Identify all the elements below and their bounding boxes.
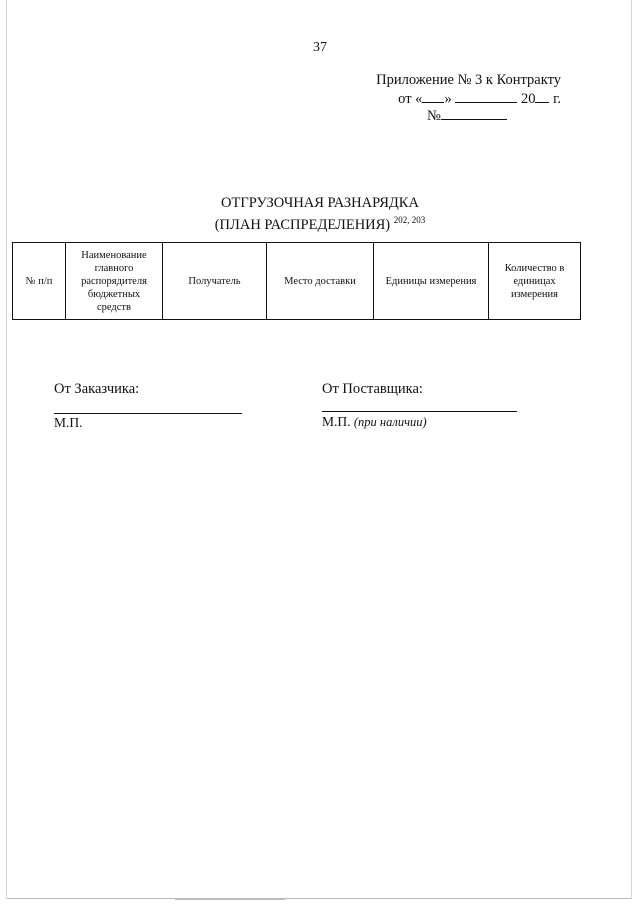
contract-number-line: [427, 106, 507, 125]
header-cell-number: № п/п: [13, 243, 66, 320]
title-line-2: [0, 212, 640, 234]
header-cell-delivery-place: Место доставки: [267, 243, 374, 320]
year-blank: [535, 89, 549, 103]
supplier-stamp-note: (при наличии): [353, 415, 427, 429]
page-number: 37: [313, 40, 327, 55]
title-line-2-text: (ПЛАН РАСПРЕДЕЛЕНИЯ): [214, 216, 391, 233]
number-blank: [441, 106, 507, 120]
header-cell-units: Единицы измерения: [374, 243, 489, 320]
footnote-refs: 202, 203: [393, 215, 426, 225]
header-cell-quantity: Количество в единицах измерения: [489, 243, 581, 320]
month-blank: [455, 89, 517, 103]
header-cell-recipient: Получатель: [163, 243, 267, 320]
page-bottom-mark: [175, 899, 285, 900]
appendix-block: [0, 72, 561, 108]
supplier-stamp-line: [322, 414, 427, 430]
customer-signature-line: [54, 413, 242, 414]
header-cell-budget-manager: Наименование главного распорядителя бюджетных средств: [66, 243, 163, 320]
supplier-stamp: М.П.: [322, 414, 351, 429]
supplier-label: От Поставщика:: [322, 381, 423, 397]
distribution-table: [12, 242, 581, 320]
customer-label: От Заказчика:: [54, 381, 140, 397]
date-prefix: от «: [398, 91, 423, 107]
day-blank: [422, 89, 444, 103]
page-frame: [6, 0, 632, 899]
appendix-title: Приложение № 3 к Контракту: [376, 72, 561, 88]
customer-stamp: М.П.: [54, 415, 83, 430]
table-header-row: [13, 243, 581, 320]
date-mid: »: [444, 91, 452, 107]
year-prefix: 20: [520, 91, 536, 107]
number-sign: №: [427, 108, 441, 124]
year-suffix: г.: [553, 91, 561, 107]
title-line-1: ОТГРУЗОЧНАЯ РАЗНАРЯДКА: [221, 195, 419, 211]
document-title: [0, 195, 640, 234]
supplier-signature-line: [322, 411, 517, 412]
